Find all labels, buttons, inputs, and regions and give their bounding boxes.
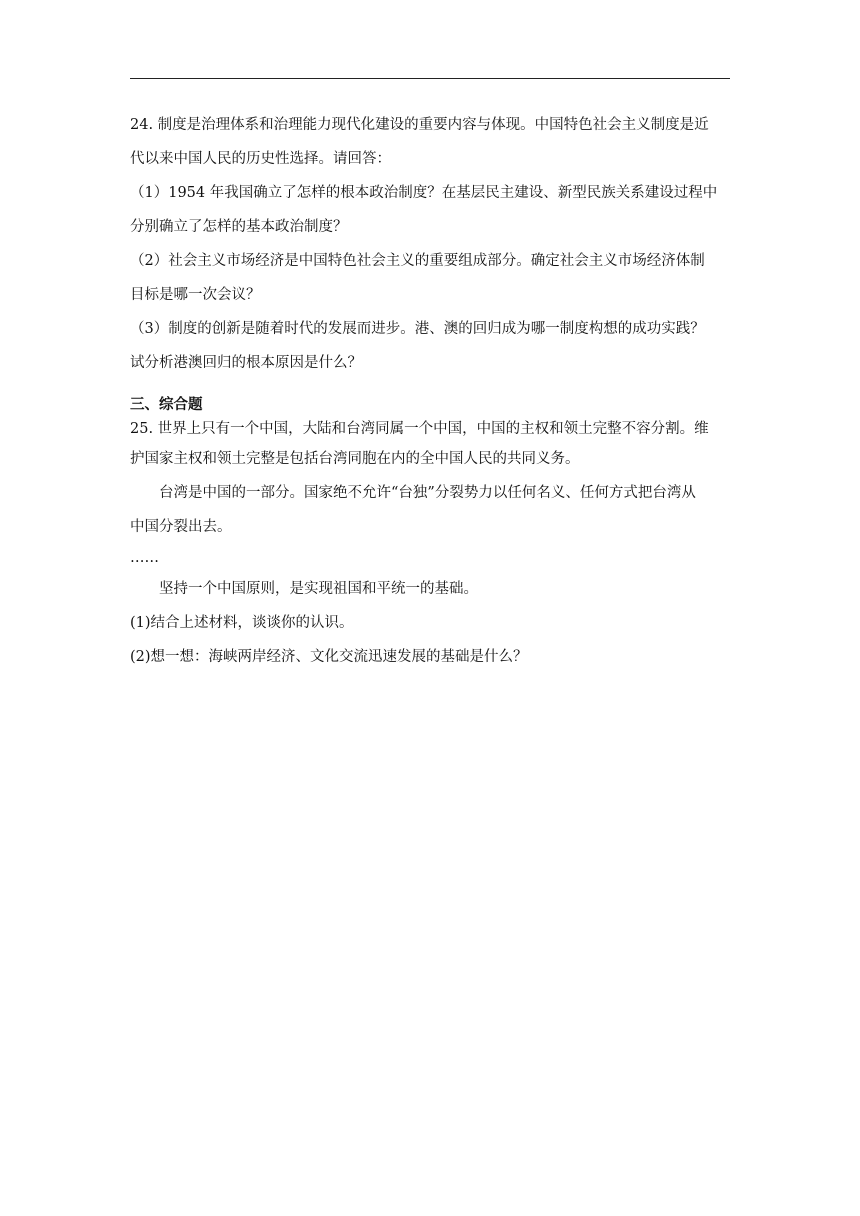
q24-stem-line-1: 24. 制度是治理体系和治理能力现代化建设的重要内容与体现。中国特色社会主义制度是近 (130, 117, 709, 133)
question-24 (130, 108, 732, 380)
q24-part-2-line-1: （2）社会主义市场经济是中国特色社会主义的重要组成部分。确定社会主义市场经济体制 (130, 253, 705, 269)
document-body (130, 108, 732, 674)
q25-material-line-3: 坚持一个中国原则，是实现祖国和平统一的基础。 (159, 581, 478, 597)
q24-part-2-line-2: 目标是哪一次会议？ (130, 287, 261, 303)
q24-part-3-line-1: （3）制度的创新是随着时代的发展而进步。港、澳的回归成为哪一制度构想的成功实践？ (130, 321, 705, 337)
q25-material-line-1: 台湾是中国的一部分。国家绝不允许“台独”分裂势力以任何名义、任何方式把台湾从 (159, 485, 696, 501)
question-25 (130, 416, 732, 674)
q25-stem-line-1: 25. 世界上只有一个中国，大陆和台湾同属一个中国，中国的主权和领土完整不容分割。维 (130, 421, 709, 437)
q24-part-3-line-2: 试分析港澳回归的根本原因是什么？ (130, 355, 362, 371)
header-rule (130, 78, 730, 79)
q24-part-1-line-2: 分别确立了怎样的基本政治制度？ (130, 219, 348, 235)
section-heading: 三、综合题 (130, 397, 203, 413)
q25-sub-question-2: (2)想一想：海峡两岸经济、文化交流迅速发展的基础是什么？ (130, 649, 528, 665)
q25-sub-question-1: (1)结合上述材料，谈谈你的认识。 (130, 615, 354, 631)
q24-part-1-line-1: （1）1954 年我国确立了怎样的根本政治制度？在基层民主建设、新型民族关系建设过程中 (130, 185, 718, 201)
q25-ellipsis: …… (130, 550, 159, 566)
q25-stem-line-2: 护国家主权和领土完整是包括台湾同胞在内的全中国人民的共同义务。 (130, 451, 580, 467)
q25-material-line-2: 中国分裂出去。 (130, 519, 232, 535)
q24-stem-line-2: 代以来中国人民的历史性选择。请回答： (130, 151, 391, 167)
